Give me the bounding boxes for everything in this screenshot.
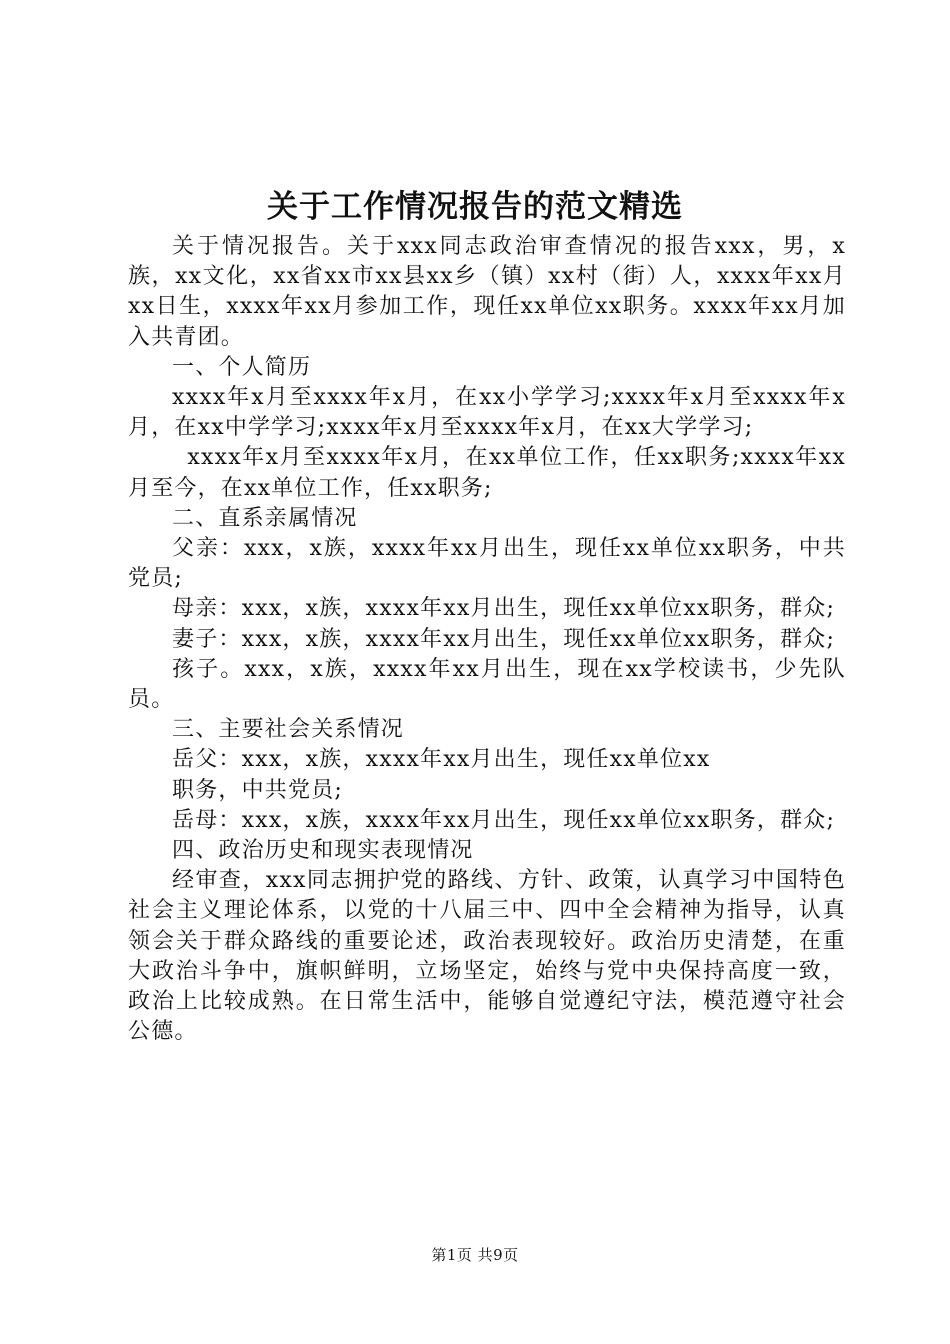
political-review-paragraph: 经审查，xxx同志拥护党的路线、方针、政策，认真学习中国特色社会主义理论体系，以党的十八届三中、四中全会精神为指导，认真领会关于群众路线的重要论述，政治表现较好。政治历史清楚，在重大政治斗争中，旗帜鲜明，立场坚定，始终与党中央保持高度一致，政治上比较成熟。在日常生活中，能够自觉遵纪守法，模范遵守社会公德。	[128, 868, 846, 1045]
social-mother-in-law: 岳母：xxx，x族，xxxx年xx月出生，现任xx单位xx职务，群众;	[172, 807, 836, 833]
resume-paragraph-education: xxxx年x月至xxxx年x月，在xx小学学习;xxxx年x月至xxxx年x月，在xx中学学习;xxxx年x月至xxxx年x月，在xx大学学习;	[128, 385, 846, 441]
document-title: 关于工作情况报告的范文精选	[267, 189, 683, 225]
page-number-footer: 第1页 共9页	[431, 1246, 519, 1264]
relative-wife: 妻子：xxx，x族，xxxx年xx月出生，现任xx单位xx职务，群众;	[172, 626, 836, 652]
relative-father: 父亲：xxx，x族，xxxx年xx月出生，现任xx单位xx职务，中共党员;	[128, 536, 846, 592]
section-heading-political: 四、政治历史和现实表现情况	[172, 838, 474, 864]
relative-mother: 母亲：xxx，x族，xxxx年xx月出生，现任xx单位xx职务，群众;	[172, 596, 836, 622]
intro-paragraph: 关于情况报告。关于xxx同志政治审查情况的报告xxx，男，x族，xx文化，xx省xx市xx县xx乡（镇）xx村（街）人，xxxx年xx月xx日生，xxxx年xx月参加工作，现任xx单位xx职务。xxxx年xx月加入共青团。	[128, 234, 846, 350]
social-father-in-law: 岳父：xxx，x族，xxxx年xx月出生，现任xx单位xx	[172, 747, 711, 773]
section-heading-resume: 一、个人简历	[172, 354, 312, 380]
document-body	[128, 232, 846, 1047]
section-heading-relatives: 二、直系亲属情况	[172, 505, 358, 531]
social-father-in-law-continued: 职务，中共党员;	[172, 777, 344, 803]
relative-child: 孩子。xxx，x族，xxxx年xx月出生，现在xx学校读书，少先队员。	[128, 656, 846, 713]
resume-paragraph-work: xxxx年x月至xxxx年x月，在xx单位工作，任xx职务;xxxx年xx月至今，在xx单位工作，任xx职务;	[128, 445, 846, 501]
section-heading-social: 三、主要社会关系情况	[172, 717, 405, 743]
